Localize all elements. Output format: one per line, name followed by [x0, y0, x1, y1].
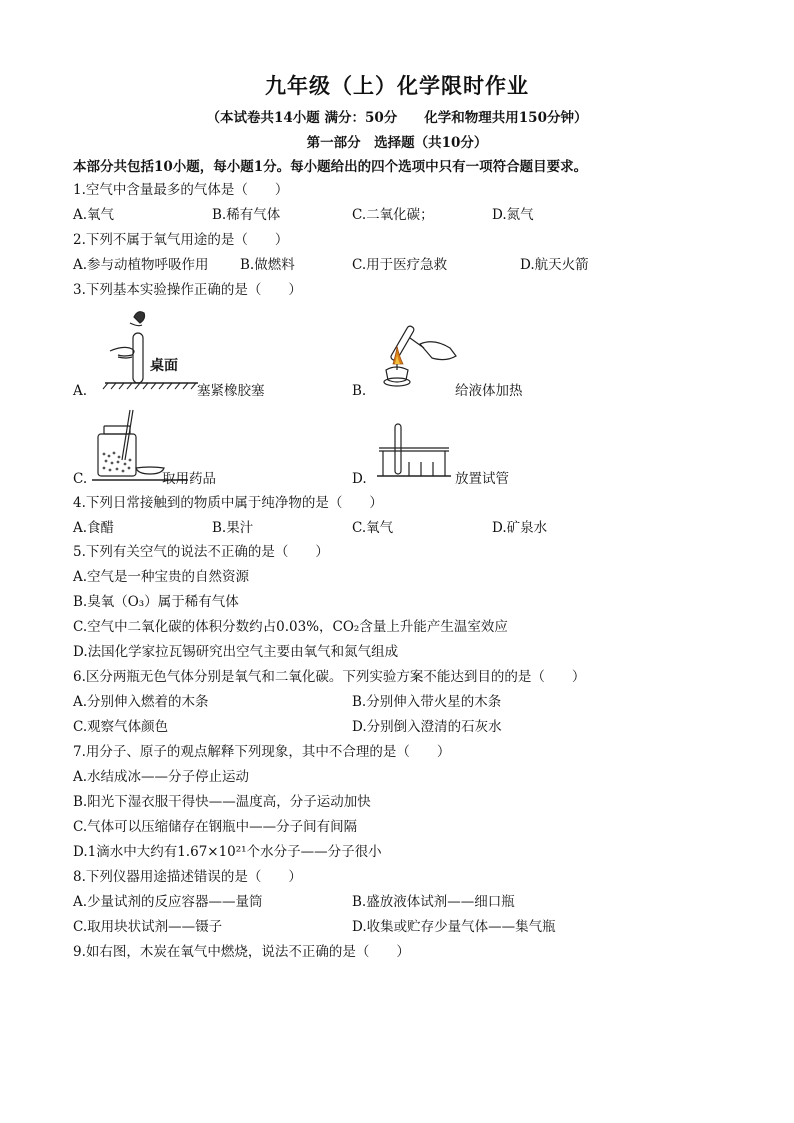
q8-option-d: D.收集或贮存少量气体——集气瓶 [352, 919, 556, 935]
q4-option-b: B.果汁 [212, 520, 254, 536]
q5-option-d: D.法国化学家拉瓦锡研究出空气主要由氧气和氮气组成 [73, 644, 399, 660]
q3-caption-a: 塞紧橡胶塞 [197, 383, 265, 399]
q7-option-c: C.气体可以压缩储存在钢瓶中——分子间有间隔 [73, 819, 358, 835]
q2-option-a: A.参与动植物呼吸作用 [73, 257, 209, 273]
question-9-stem: 9.如右图，木炭在氧气中燃烧，说法不正确的是（ ） [73, 944, 410, 960]
question-2-stem: 2.下列不属于氧气用途的是（ ） [73, 232, 289, 248]
q8-option-b: B.盛放液体试剂——细口瓶 [352, 894, 515, 910]
q4-option-a: A.食醋 [73, 520, 115, 536]
figure-d-test-tube-rack [375, 418, 455, 482]
question-4-stem: 4.下列日常接触到的物质中属于纯净物的是（ ） [73, 495, 383, 511]
q3-option-a: A. [73, 383, 88, 399]
q2-option-c: C.用于医疗急救 [352, 257, 448, 273]
q8-option-c: C.取用块状试剂——镊子 [73, 919, 223, 935]
q1-option-d: D.氮气 [492, 207, 534, 223]
figure-a-insert-stopper [100, 305, 200, 393]
question-5-stem: 5.下列有关空气的说法不正确的是（ ） [73, 544, 329, 560]
section-instructions: 本部分共包括10小题，每小题1分。每小题给出的四个选项中只有一项符合题目要求。 [73, 159, 588, 175]
q6-option-b: B.分别伸入带火星的木条 [352, 694, 502, 710]
q3-option-d: D. [352, 471, 367, 487]
question-6-stem: 6.区分两瓶无色气体分别是氧气和二氧化碳。下列实验方案不能达到目的的是（ ） [73, 669, 586, 685]
q7-option-d: D.1滴水中大约有1.67×10²¹个水分子——分子很小 [73, 844, 382, 860]
question-1-stem: 1.空气中含量最多的气体是（ ） [73, 182, 289, 198]
q1-option-a: A.氧气 [73, 207, 115, 223]
question-7-stem: 7.用分子、原子的观点解释下列现象，其中不合理的是（ ） [73, 744, 451, 760]
q1-option-b: B.稀有气体 [212, 207, 281, 223]
q8-option-a: A.少量试剂的反应容器——量筒 [73, 894, 263, 910]
q6-option-c: C.观察气体颜色 [73, 719, 169, 735]
q6-option-a: A.分别伸入燃着的木条 [73, 694, 209, 710]
q2-option-b: B.做燃料 [240, 257, 295, 273]
q5-option-c: C.空气中二氧化碳的体积分数约占0.03%，CO₂含量上升能产生温室效应 [73, 619, 508, 635]
exam-info: （本试卷共14小题 满分：50分 化学和物理共用150分钟） [206, 110, 588, 126]
q4-option-d: D.矿泉水 [492, 520, 548, 536]
q3-option-c: C. [73, 471, 88, 487]
q6-option-d: D.分别倒入澄清的石灰水 [352, 719, 502, 735]
question-3-stem: 3.下列基本实验操作正确的是（ ） [73, 282, 302, 298]
figure-b-heating-liquid [372, 318, 462, 390]
section-heading: 第一部分 选择题（共10分） [306, 135, 488, 151]
q5-option-a: A.空气是一种宝贵的自然资源 [73, 569, 250, 585]
page-title: 九年级（上）化学限时作业 [265, 73, 529, 98]
q7-option-a: A.水结成冰——分子停止运动 [73, 769, 250, 785]
q7-option-b: B.阳光下湿衣服干得快——温度高，分子运动加快 [73, 794, 371, 810]
figure-a-desk-label: 桌面 [150, 358, 178, 374]
q2-option-d: D.航天火箭 [520, 257, 589, 273]
q3-option-b: B. [352, 383, 367, 399]
question-8-stem: 8.下列仪器用途描述错误的是（ ） [73, 869, 302, 885]
q3-caption-b: 给液体加热 [455, 383, 523, 399]
q3-caption-d: 放置试管 [455, 471, 509, 487]
q1-option-c: C.二氧化碳； [352, 207, 434, 223]
q5-option-b: B.臭氧（O₃）属于稀有气体 [73, 594, 239, 610]
q4-option-c: C.氧气 [352, 520, 394, 536]
q3-caption-c: 取用药品 [162, 471, 216, 487]
